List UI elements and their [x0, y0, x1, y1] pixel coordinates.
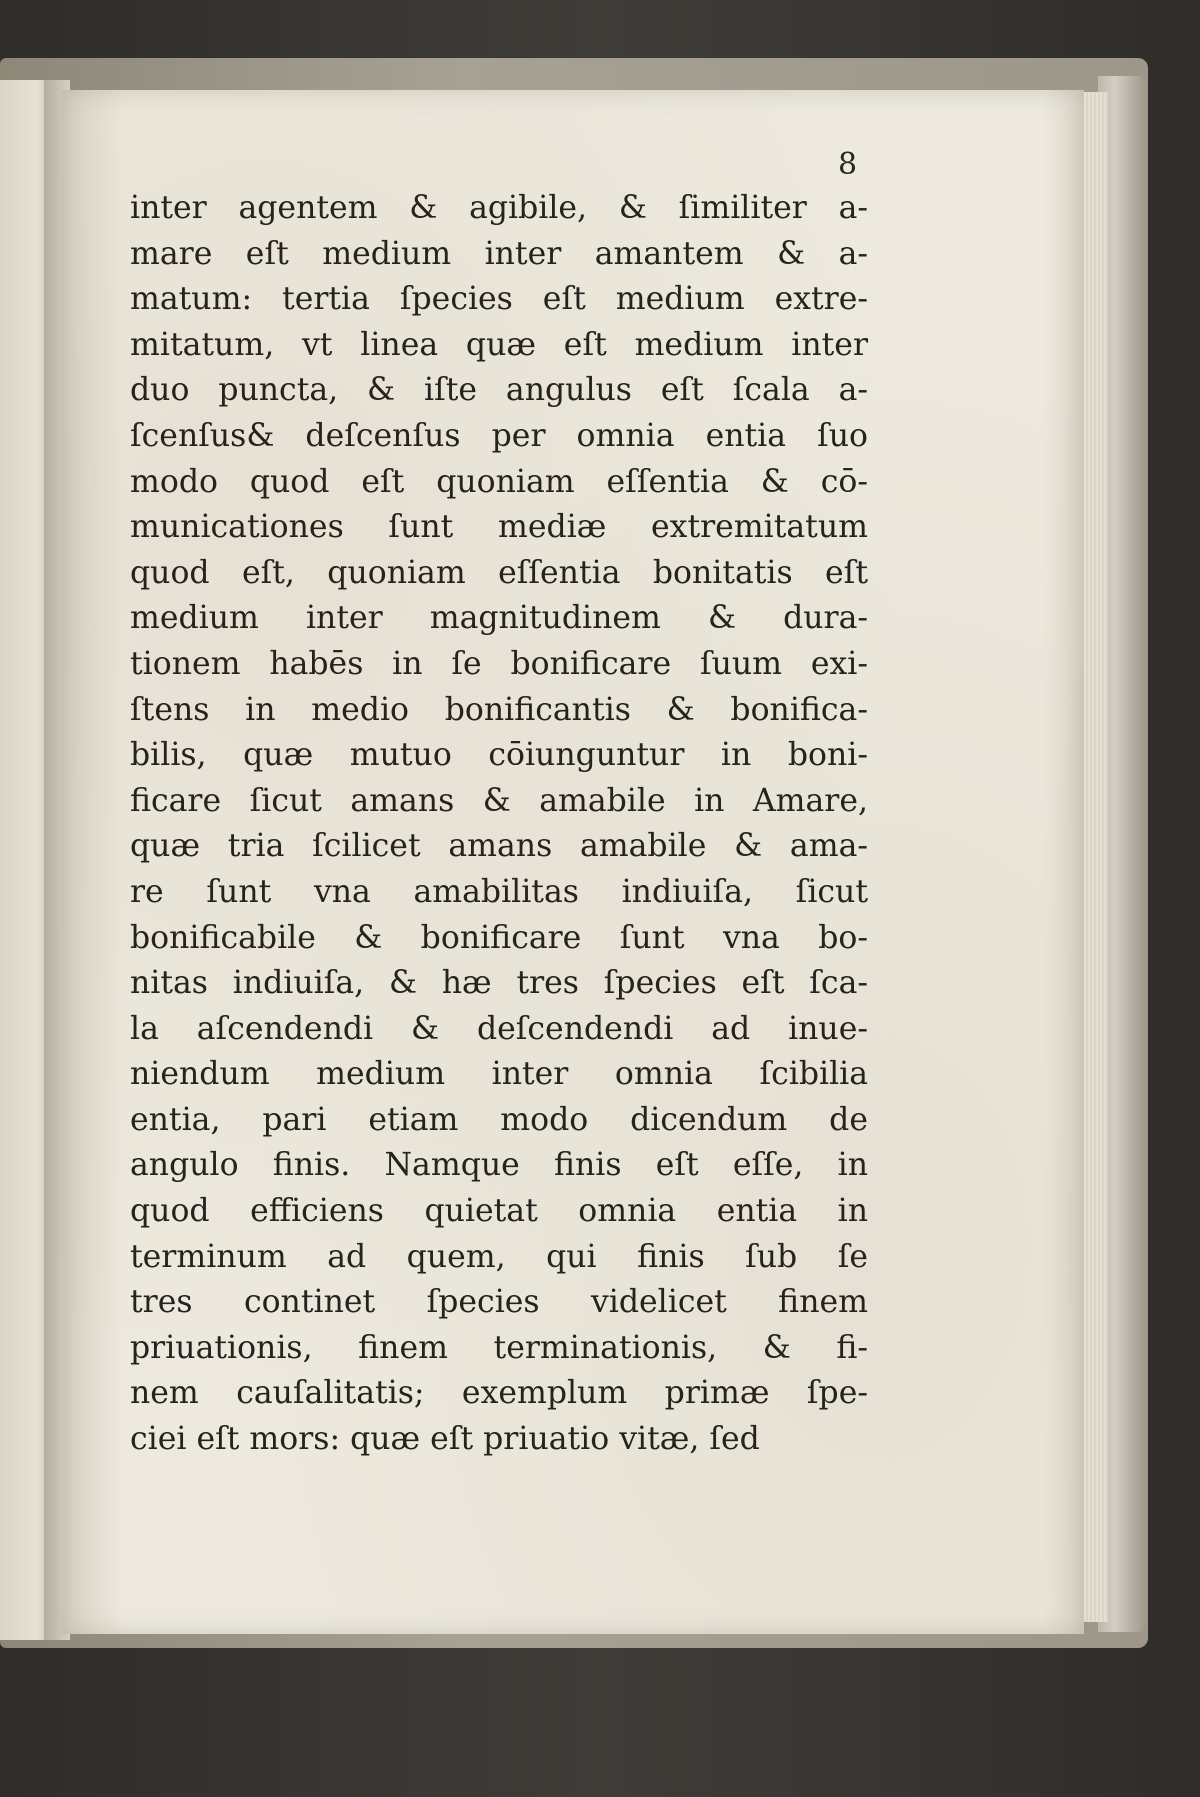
text-line: nitas indiuiſa, & hæ tres ſpecies eſt ſca-	[130, 965, 868, 1002]
text-line: quæ tria ſcilicet amans amabile & ama-	[130, 828, 868, 865]
text-line: tionem habēs in ſe bonificare ſuum exi-	[130, 645, 868, 682]
page-stack-edge	[1080, 92, 1108, 1622]
text-line: nem cauſalitatis; exemplum primæ ſpe-	[130, 1375, 868, 1412]
text-line: municationes ſunt mediæ extremitatum	[130, 509, 868, 546]
text-line: la aſcendendi & deſcendendi ad inue-	[130, 1010, 868, 1047]
text-line: tres continet ſpecies videlicet finem	[130, 1284, 868, 1321]
text-line: angulo finis. Namque finis eſt eſſe, in	[130, 1147, 868, 1184]
page-text	[130, 186, 868, 1463]
text-line: priuationis, finem terminationis, & fi-	[130, 1329, 868, 1366]
text-line: niendum medium inter omnia ſcibilia	[130, 1056, 868, 1093]
text-line: inter agentem & agibile, & ſimiliter a-	[130, 190, 868, 226]
text-line: modo quod eſt quoniam eſſentia & cō-	[130, 463, 868, 500]
text-line: entia, pari etiam modo dicendum de	[130, 1101, 868, 1138]
text-line: mitatum, vt linea quæ eſt medium inter	[130, 326, 868, 363]
page-number: 8	[838, 147, 858, 182]
text-line: re ſunt vna amabilitas indiuiſa, ſicut	[130, 873, 868, 910]
text-line: medium inter magnitudinem & dura-	[130, 600, 868, 637]
text-line: terminum ad quem, qui finis ſub ſe	[130, 1238, 868, 1275]
text-line: ciei eſt mors: quæ eſt priuatio vitæ, ſed	[130, 1421, 760, 1458]
text-line: ſcenſus& deſcenſus per omnia entia ſuo	[130, 417, 868, 454]
text-line: duo puncta, & iſte angulus eſt ſcala a-	[130, 372, 868, 409]
text-line: quod efficiens quietat omnia entia in	[130, 1193, 868, 1230]
text-line: bonificabile & bonificare ſunt vna bo-	[130, 919, 868, 956]
text-line: quod eſt, quoniam eſſentia bonitatis eſt	[130, 554, 868, 591]
text-line: matum: tertia ſpecies eſt medium extre-	[130, 281, 868, 318]
text-line: mare eſt medium inter amantem & a-	[130, 235, 868, 272]
text-line: bilis, quæ mutuo cōiunguntur in boni-	[130, 737, 868, 774]
text-line: ſtens in medio bonificantis & bonifica-	[130, 691, 868, 728]
text-line: ficare ſicut amans & amabile in Amare,	[130, 782, 868, 819]
